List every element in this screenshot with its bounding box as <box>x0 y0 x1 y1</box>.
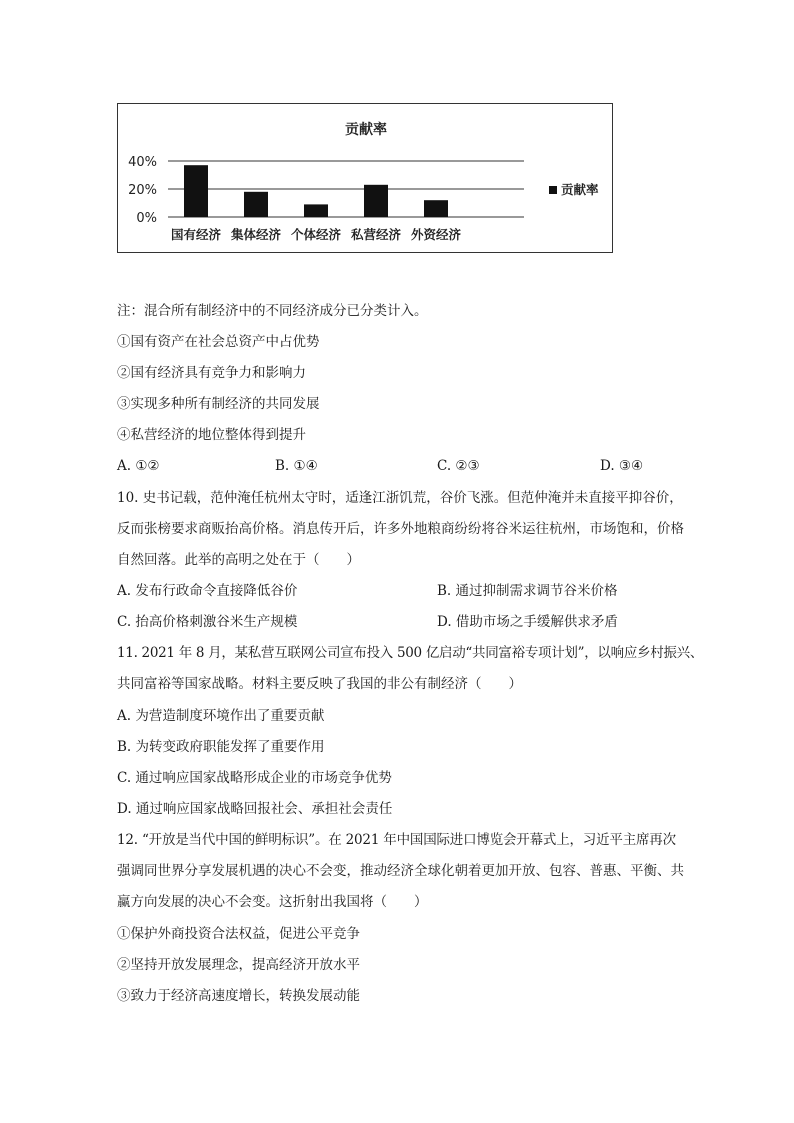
q10-option-a[interactable]: A. 发布行政命令直接降低谷价 <box>117 583 298 599</box>
chart-bars <box>184 165 448 217</box>
q11-option-c[interactable]: C. 通过响应国家战略形成企业的市场竞争优势 <box>117 770 392 786</box>
category-label: 国有经济 <box>170 227 222 242</box>
q12-stem-line-2: 强调同世界分享发展机遇的决心不会变，推动经济全球化朝着更加开放、包容、普惠、平衡、共 <box>117 863 684 879</box>
q11-stem-line-2: 共同富裕等国家战略。材料主要反映了我国的非公有制经济（ ） <box>117 676 522 692</box>
q12-item-2: ②坚持开放发展理念，提高经济开放水平 <box>117 957 360 973</box>
q10-option-d[interactable]: D. 借助市场之手缓解供求矛盾 <box>437 614 618 630</box>
q10-stem-line-2: 反而张榜要求商贩抬高价格。消息传开后，许多外地粮商纷纷将谷米运往杭州，市场饱和，价格 <box>117 521 684 537</box>
chart-title: 贡献率 <box>345 122 387 138</box>
bar <box>424 200 448 217</box>
q9-item-1: ①国有资产在社会总资产中占优势 <box>117 334 320 350</box>
bar <box>304 204 328 217</box>
chart-categories <box>171 227 462 242</box>
bar <box>364 185 388 217</box>
q10-option-b[interactable]: B. 通过抑制需求调节谷米价格 <box>437 583 618 599</box>
q9-item-2: ②国有经济具有竞争力和影响力 <box>117 365 306 381</box>
category-label: 集体经济 <box>230 227 282 242</box>
q11-option-d[interactable]: D. 通过响应国家战略回报社会、承担社会责任 <box>117 801 393 817</box>
chart-legend <box>549 182 599 197</box>
q12-item-1: ①保护外商投资合法权益，促进公平竞争 <box>117 926 360 942</box>
category-label: 私营经济 <box>350 227 402 242</box>
q12-stem-line-3: 赢方向发展的决心不会变。这折射出我国将（ ） <box>117 894 428 910</box>
y-tick-label: 0% <box>136 211 157 226</box>
legend-label: 贡献率 <box>561 182 599 197</box>
bar <box>244 192 268 217</box>
contribution-chart <box>117 103 613 253</box>
q9-option-a[interactable]: A. ①② <box>117 458 160 474</box>
q10-option-c[interactable]: C. 抬高价格刺激谷米生产规模 <box>117 614 298 630</box>
q9-item-3: ③实现多种所有制经济的共同发展 <box>117 396 320 412</box>
category-label: 外资经济 <box>410 227 462 242</box>
y-tick-label: 40% <box>128 155 157 170</box>
legend-swatch <box>549 186 557 194</box>
chart-grid <box>168 161 524 217</box>
chart-y-ticks <box>128 155 157 226</box>
q9-item-4: ④私营经济的地位整体得到提升 <box>117 427 306 443</box>
q11-option-a[interactable]: A. 为营造制度环境作出了重要贡献 <box>117 708 325 724</box>
y-tick-label: 20% <box>128 183 157 198</box>
chart-note: 注：混合所有制经济中的不同经济成分已分类计入。 <box>117 303 428 319</box>
q9-option-c[interactable]: C. ②③ <box>437 458 480 474</box>
q12-stem-line-1: 12. “开放是当代中国的鲜明标识”。在 2021 年中国国际进口博览会开幕式上，习近平主席再次 <box>117 832 676 848</box>
bar <box>184 165 208 217</box>
q9-option-d[interactable]: D. ③④ <box>600 458 644 474</box>
chart-svg <box>118 104 614 254</box>
q9-option-b[interactable]: B. ①④ <box>275 458 318 474</box>
category-label: 个体经济 <box>290 227 342 242</box>
q12-item-3: ③致力于经济高速度增长，转换发展动能 <box>117 988 360 1004</box>
q10-stem-line-1: 10. 史书记载，范仲淹任杭州太守时，适逢江浙饥荒，谷价飞涨。但范仲淹并未直接平抑谷价， <box>117 490 683 506</box>
q10-stem-line-3: 自然回落。此举的高明之处在于（ ） <box>117 552 360 568</box>
q11-stem-line-1: 11. 2021 年 8 月，某私营互联网公司宣布投入 500 亿启动“共同富裕专项计划”，以响应乡村振兴、 <box>117 645 704 661</box>
q11-option-b[interactable]: B. 为转变政府职能发挥了重要作用 <box>117 739 325 755</box>
